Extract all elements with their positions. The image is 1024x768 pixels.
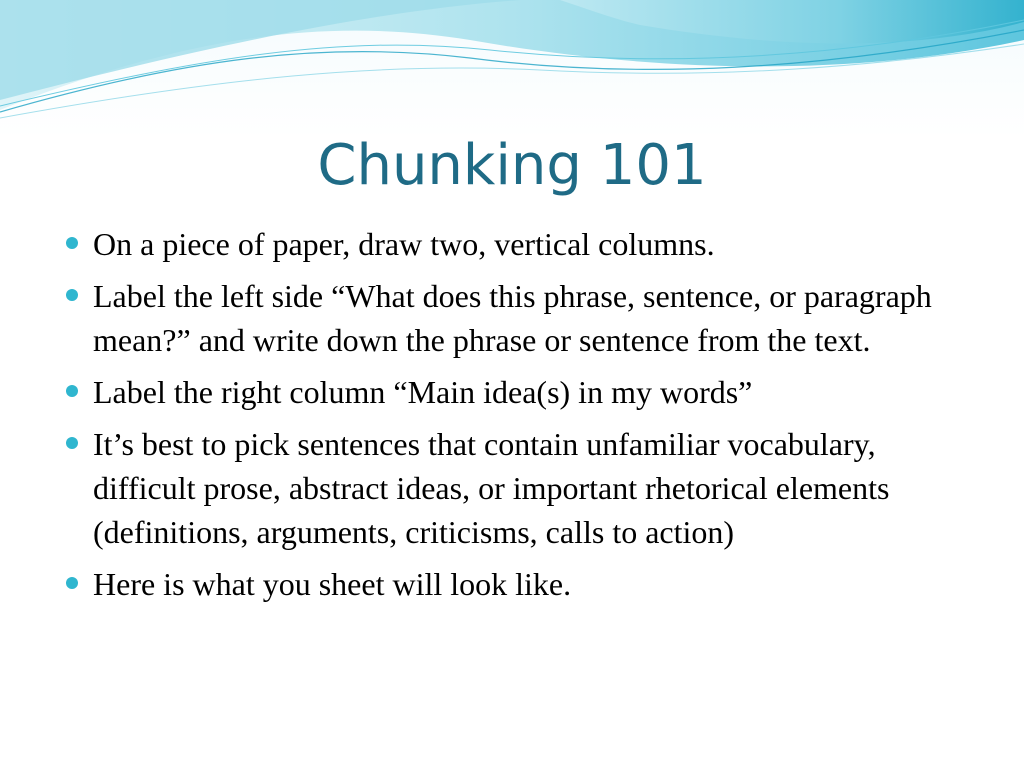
bullet-dot-icon [66,237,78,249]
bullet-dot-icon [66,437,78,449]
bullet-item [62,274,972,362]
header-wave-decoration [0,0,1024,130]
bullet-dot-icon [66,385,78,397]
bullet-dot-icon [66,289,78,301]
bullet-text: It’s best to pick sentences that contain unfamiliar vocabulary, difficult prose, abstract ideas, or important rhetorical elements (definitions, arguments, criticisms, calls to action) [93,426,890,550]
slide-title: Chunking 101 [317,133,707,198]
bullet-item [62,562,972,606]
bullet-text: Label the left side “What does this phrase, sentence, or paragraph mean?” and write down the phrase or sentence from the text. [93,278,932,358]
bullet-list [62,222,972,614]
bullet-item [62,422,972,554]
bullet-item [62,222,972,266]
bullet-text: Label the right column “Main idea(s) in my words” [93,374,753,410]
bullet-item [62,370,972,414]
bullet-text: On a piece of paper, draw two, vertical columns. [93,226,715,262]
bullet-dot-icon [66,577,78,589]
bullet-text: Here is what you sheet will look like. [93,566,572,602]
